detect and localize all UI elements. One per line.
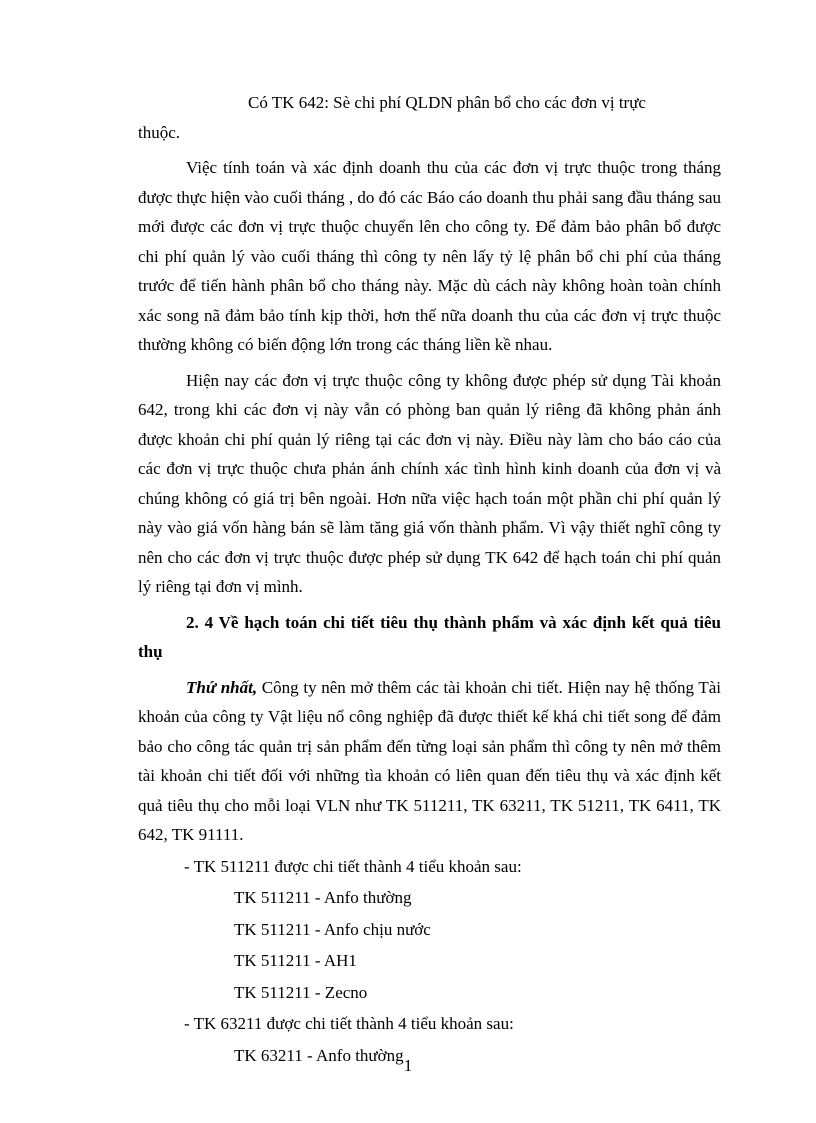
paragraph-revenue-timing: Việc tính toán và xác định doanh thu của các đơn vị trực thuộc trong tháng được thực hiện vào cuối tháng , do đó các Báo cáo doanh thu phải sang đầu tháng sau mới được các đơn vị trực thuộc chuyển lên cho công ty. Để đảm bảo phân bổ được chi phí quản lý vào cuối tháng thì công ty nên lấy tỷ lệ phân bổ chi phí của tháng trước để tiến hành phân bổ cho tháng này. Mặc dù cách này không hoàn toàn chính xác song nã đảm bảo tính kịp thời, hơn thế nữa doanh thu của các đơn vị trực thuộc thường không có biến động lớn trong các tháng liền kề nhau. — [138, 158, 721, 354]
page-content — [138, 88, 721, 1070]
paragraph-first-recommendation — [138, 673, 721, 850]
list-intro-63211: - TK 63211 được chi tiết thành 4 tiểu khoản sau: — [184, 1014, 514, 1033]
first-recommendation-body: Công ty nên mở thêm các tài khoản chi tiết. Hiện nay hệ thống Tài khoản của công ty Vật liệu nổ công nghiệp đã được thiết kế khá chi tiết song để đảm bảo cho công tác quản trị sản phẩm đến từng loại sản phẩm thì công ty nên mở thêm tài khoản chi tiết đối với những tìa khoản có liên quan đến tiêu thụ và xác định kết quả tiêu thụ cho mỗi loại VLN như TK 511211, TK 63211, TK 51211, TK 6411, TK 642, TK 91111. — [138, 677, 721, 844]
sub-account-item: TK 511211 - Zecno — [234, 982, 368, 1002]
page-number: 1 — [403, 1056, 413, 1075]
sub-account-item: TK 511211 - Anfo thường — [234, 888, 412, 907]
first-lead-text: Thứ nhất, — [186, 677, 258, 697]
paragraph-account-642: Hiện nay các đơn vị trực thuộc công ty không được phép sử dụng Tài khoản 642, trong khi các đơn vị này vẫn có phòng ban quản lý riêng đã không phản ánh được khoản chi phí quản lý riêng tại các đơn vị này. Điều này làm cho báo cáo của các đơn vị trực thuộc chưa phản ánh chính xác tình hình kinh doanh của đơn vị và chúng không có giá trị bên ngoài. Hơn nữa việc hạch toán một phần chi phí quản lý này vào giá vốn hàng bán sẽ làm tăng giá vốn thành phẩm. Vì vậy thiết nghĩ công ty nên cho các đơn vị trực thuộc được phép sử dụng TK 642 để hạch toán chi phí quản lý riêng tại đơn vị mình. — [138, 370, 721, 596]
sub-account-item: TK 511211 - AH1 — [234, 951, 357, 970]
sub-account-item: TK 511211 - Anfo chịu nước — [234, 919, 431, 939]
list-intro-511211: - TK 511211 được chi tiết thành 4 tiểu khoản sau: — [184, 856, 522, 876]
sub-account-item: TK 63211 - Anfo thường — [234, 1045, 404, 1065]
credit-entry-line: Có TK 642: Sè chi phí QLDN phân bổ cho các đơn vị trực — [248, 93, 646, 112]
section-heading: 2. 4 Về hạch toán chi tiết tiêu thụ thành phẩm và xác định kết quả tiêu thụ — [138, 612, 721, 661]
credit-entry-continuation: thuộc. — [138, 122, 181, 142]
